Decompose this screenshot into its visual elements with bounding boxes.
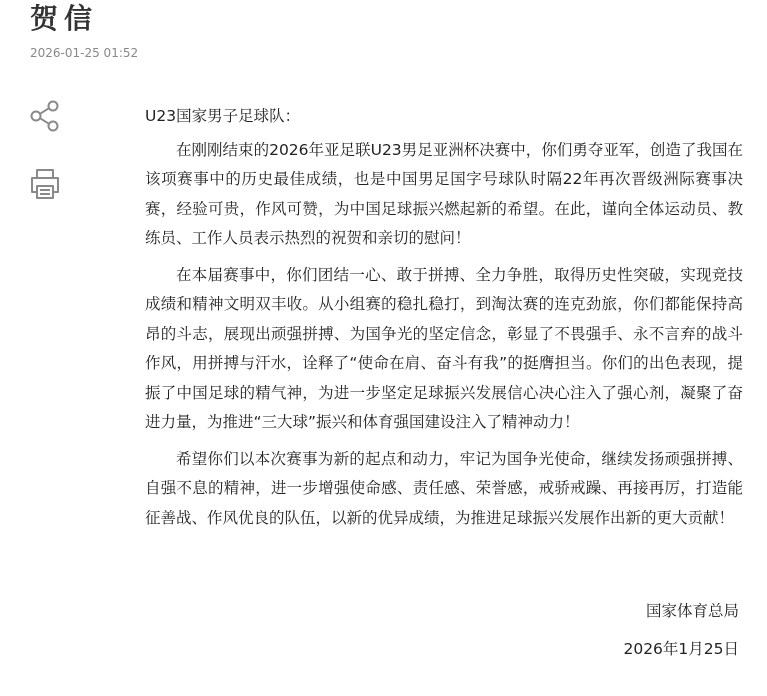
printer-icon[interactable] — [28, 167, 62, 201]
page-title: 贺信 — [30, 2, 99, 35]
letter-salutation: U23国家男子足球队： — [145, 107, 301, 125]
letter-signature — [623, 600, 739, 660]
letter-paragraph: 希望你们以本次赛事为新的起点和动力，牢记为国争光使命，继续发扬顽强拼搏、自强不息的精神，进一步增强使命感、责任感、荣誉感，戒骄戒躁、再接再厉，打造能征善战、作风优良的队伍，以新的优异成绩，为推进足球振兴发展作出新的更大贡献！ — [145, 449, 743, 527]
signature-organization: 国家体育总局 — [645, 602, 739, 620]
letter-paragraph: 在刚刚结束的2026年亚足联U23男足亚洲杯决赛中，你们勇夺亚军，创造了我国在该项赛事中的历史最佳成绩，也是中国男足国字号球队时隔22年再次晋级洲际赛事决赛，经验可贵，作风可赞，为中国足球振兴燃起新的希望。在此，谨向全体运动员、教练员、工作人员表示热烈的祝贺和亲切的慰问！ — [145, 140, 743, 247]
letter-paragraph: 在本届赛事中，你们团结一心、敢于拼搏、全力争胜，取得历史性突破，实现竞技成绩和精神文明双丰收。从小组赛的稳扎稳打，到淘汰赛的连克劲旅，你们都能保持高昂的斗志，展现出顽强拼搏、为国争光的坚定信念，彰显了不畏强手、永不言弃的战斗作风，用拼搏与汗水，诠释了“使命在肩、奋斗有我”的挺膺担当。你们的出色表现，提振了中国足球的精气神，为进一步坚定足球振兴发展信心决心注入了强心剂，凝聚了奋进力量，为推进“三大球”振兴和体育强国建设注入了精神动力！ — [145, 265, 743, 431]
publish-timestamp: 2026-01-25 01:52 — [30, 46, 139, 60]
signature-date: 2026年1月25日 — [623, 640, 739, 658]
share-icon[interactable] — [28, 99, 62, 133]
letter-body — [145, 102, 743, 540]
